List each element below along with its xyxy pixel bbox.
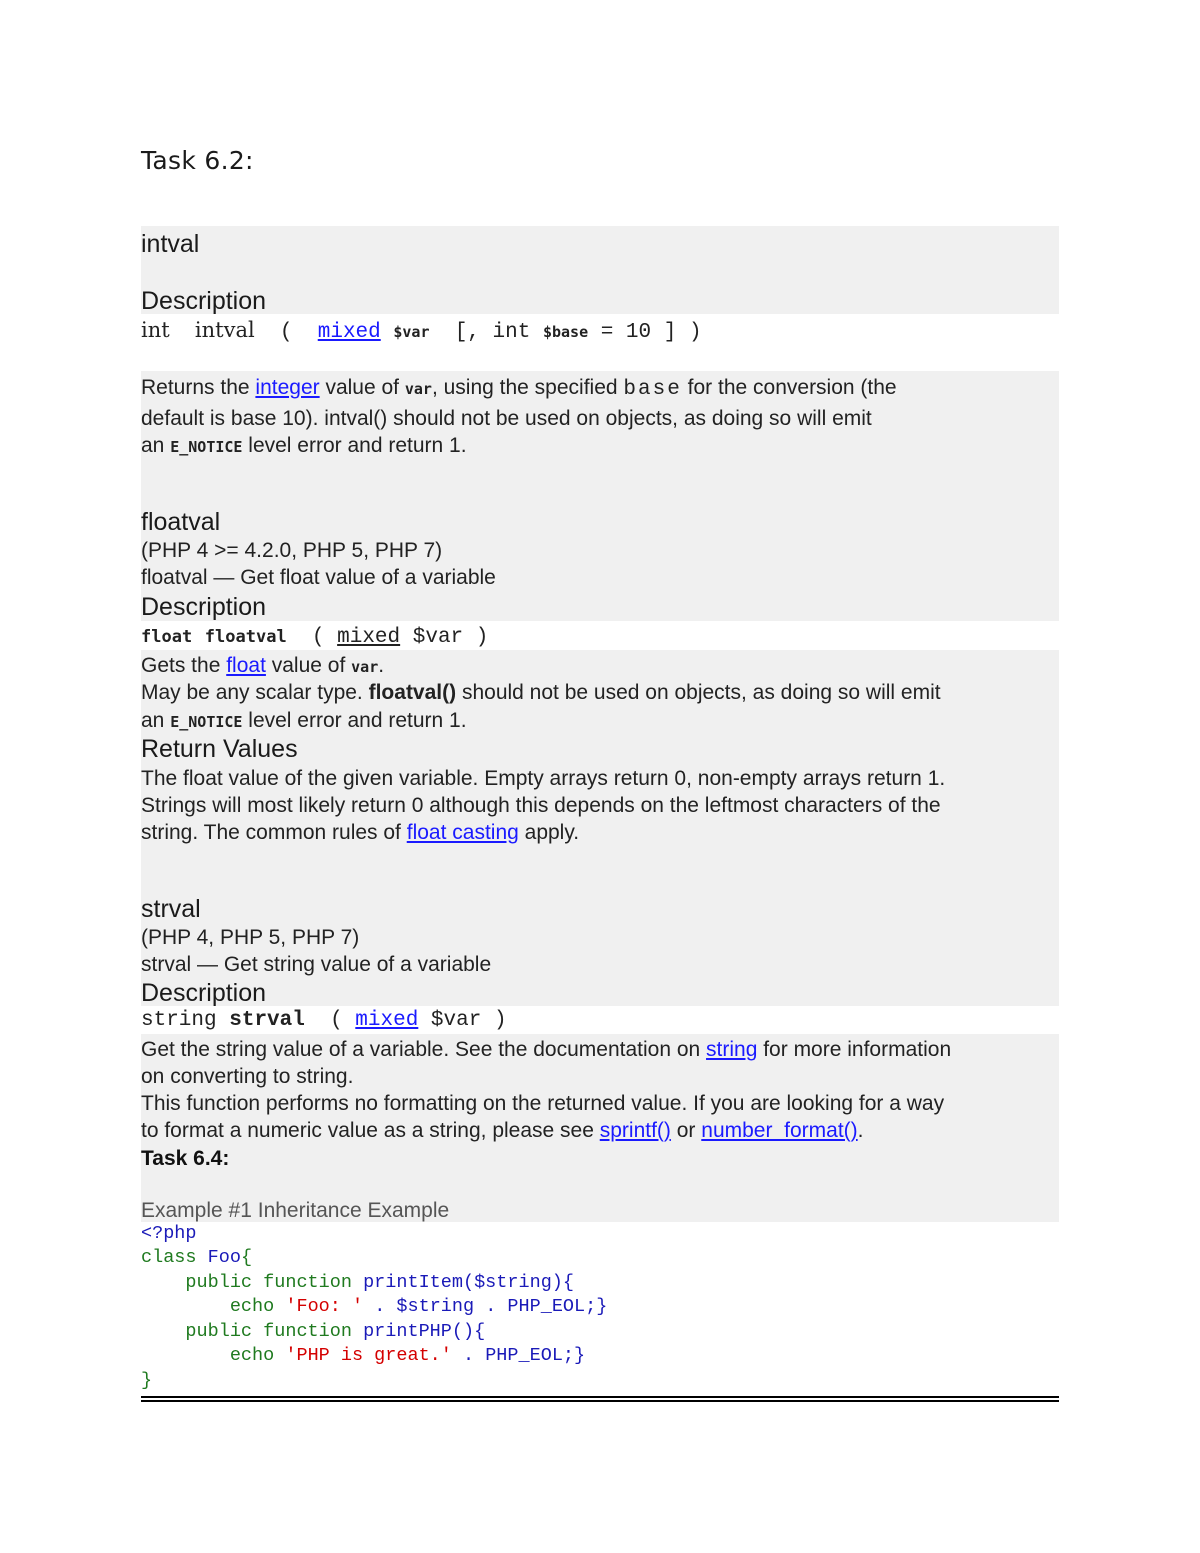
- double-rule-top: [141, 1396, 1059, 1398]
- sig-type-link[interactable]: mixed: [337, 626, 401, 649]
- code-line-7: }: [141, 1370, 153, 1391]
- task-6-4-heading: Task 6.4:: [141, 1147, 230, 1170]
- e-notice-const: E_NOTICE: [170, 713, 243, 731]
- floatval-summary: floatval — Get float value of a variable: [141, 566, 496, 589]
- intval-paragraph-line3: an E_NOTICE level error and return 1.: [141, 434, 467, 457]
- code-line-4: echo 'Foo: ' . $string . PHP_EOL;}: [229, 1296, 608, 1317]
- floatval-return-line3: string. The common rules of float casting apply.: [141, 821, 580, 844]
- sig-function-name: intval: [194, 318, 255, 342]
- sig-default: = 10: [600, 321, 652, 344]
- floatval-return-line2: Strings will most likely return 0 although this depends on the leftmost characters of the: [141, 794, 941, 817]
- base-code: base: [623, 378, 682, 401]
- floatval-description-heading: Description: [141, 593, 267, 621]
- code-line-2: class Foo{: [141, 1247, 253, 1268]
- floatval-paragraph-line2: May be any scalar type. floatval() should not be used on objects, as doing so will emit: [141, 681, 941, 704]
- sig-close: ): [475, 626, 489, 649]
- floatval-paragraph-line3: an E_NOTICE level error and return 1.: [141, 709, 467, 732]
- intval-description-heading: Description: [141, 287, 267, 315]
- strval-summary: strval — Get string value of a variable: [141, 953, 492, 976]
- float-link[interactable]: float: [226, 654, 266, 677]
- sig-function-name: floatval: [204, 627, 287, 647]
- floatval-paragraph-line1: Gets the float value of var.: [141, 654, 385, 677]
- intval-heading: intval: [141, 230, 200, 258]
- strval-heading: strval: [141, 895, 201, 923]
- sig-close: ] ): [663, 321, 702, 344]
- strval-signature: [141, 1007, 507, 1034]
- sprintf-link[interactable]: sprintf(): [599, 1119, 671, 1142]
- strval-description-heading: Description: [141, 979, 267, 1007]
- number-format-link[interactable]: number_format(): [701, 1119, 858, 1142]
- sig-var2: $base: [542, 323, 589, 341]
- intval-header-block: [141, 226, 1059, 314]
- strval-paragraph-line4: to format a numeric value as a string, please see sprintf() or number_format().: [141, 1119, 864, 1142]
- code-line-6: echo 'PHP is great.' . PHP_EOL;}: [229, 1345, 586, 1366]
- sig-paren: (: [279, 321, 293, 344]
- sig-paren: (: [311, 626, 325, 649]
- strval-paragraph-line1: Get the string value of a variable. See the documentation on string for more information: [141, 1038, 952, 1061]
- floatval-fn-bold: floatval(): [368, 681, 457, 704]
- sig-var: $var: [412, 626, 464, 649]
- strval-paragraph-line2: on converting to string.: [141, 1065, 354, 1088]
- intval-paragraph-line2: default is base 10). intval() should not be used on objects, as doing so will emit: [141, 407, 872, 430]
- intval-paragraph-line1: Returns the integer value of var, using the specified base for the conversion (the: [141, 376, 897, 401]
- code-line-3: public function printItem($string){: [185, 1272, 574, 1293]
- sig-var: $var: [393, 323, 430, 341]
- e-notice-const: E_NOTICE: [170, 438, 243, 456]
- floatval-return-line1: The float value of the given variable. Empty arrays return 0, non-empty arrays return 1.: [141, 767, 946, 790]
- sig-paren: (: [330, 1009, 343, 1032]
- floatval-versions: (PHP 4 >= 4.2.0, PHP 5, PHP 7): [141, 539, 443, 562]
- code-line-1: <?php: [141, 1223, 197, 1244]
- sig-return-type: string: [141, 1009, 217, 1032]
- example-caption: Example #1 Inheritance Example: [141, 1199, 450, 1222]
- sig-close: ): [493, 1009, 507, 1032]
- sig-return-type: float: [141, 627, 193, 647]
- double-rule-bottom: [141, 1400, 1059, 1402]
- sig-type2: int: [492, 321, 531, 344]
- string-link[interactable]: string: [706, 1038, 758, 1061]
- integer-link[interactable]: integer: [255, 376, 320, 399]
- task-6-2-heading: Task 6.2:: [141, 146, 254, 175]
- var-code: var: [351, 658, 379, 676]
- strval-versions: (PHP 4, PHP 5, PHP 7): [141, 926, 360, 949]
- intval-signature: [141, 317, 702, 346]
- sig-function-name: strval: [229, 1009, 305, 1032]
- sig-return-type: int: [141, 318, 170, 342]
- float-casting-link[interactable]: float casting: [406, 821, 519, 844]
- code-line-5: public function printPHP(){: [185, 1321, 486, 1342]
- var-code: var: [404, 380, 432, 398]
- sig-var: $var: [430, 1009, 482, 1032]
- floatval-return-heading: Return Values: [141, 735, 298, 763]
- sig-optional-open: [,: [454, 321, 480, 344]
- floatval-signature: [141, 624, 488, 651]
- floatval-heading: floatval: [141, 508, 221, 536]
- sig-type-link[interactable]: mixed: [317, 321, 381, 344]
- sig-type-link[interactable]: mixed: [355, 1009, 419, 1032]
- strval-paragraph-line3: This function performs no formatting on the returned value. If you are looking for a way: [141, 1092, 945, 1115]
